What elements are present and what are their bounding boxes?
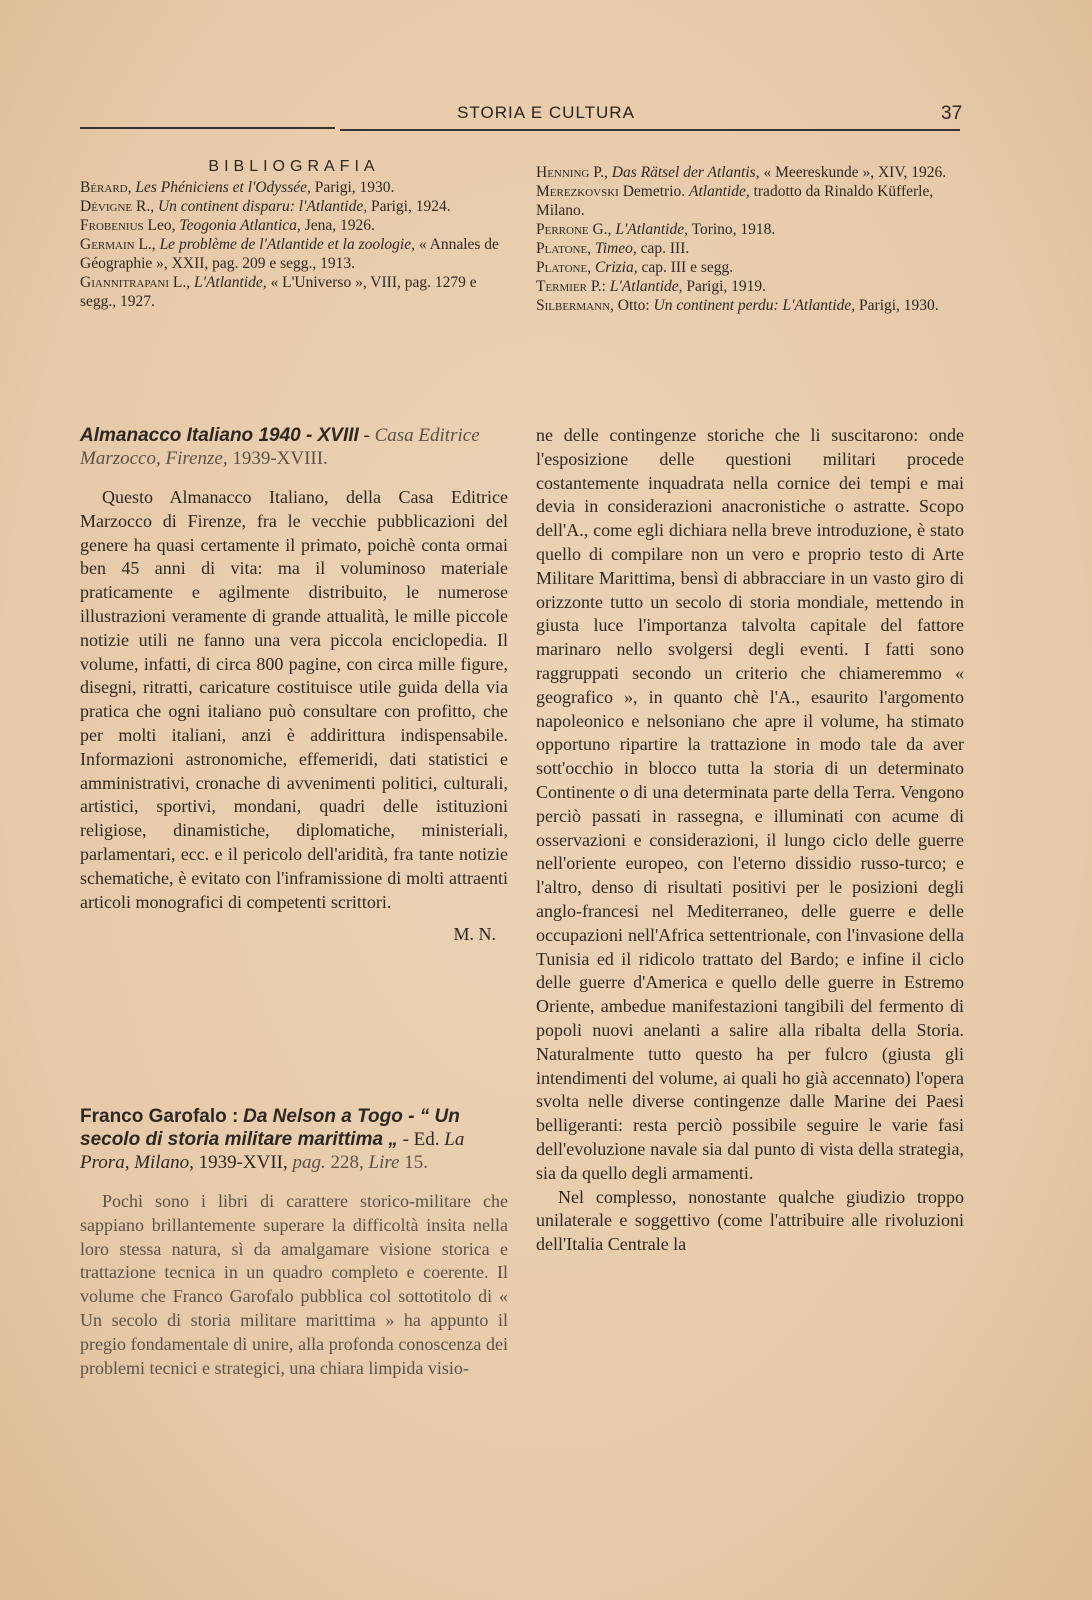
bibliography-entry-author: Termier — [536, 278, 588, 295]
review-almanacco-dash: - — [358, 425, 375, 446]
bibliography-entry-author: Platone, — [536, 240, 592, 257]
bibliography-entry — [536, 163, 964, 182]
bibliography-entry-italic: Un continent disparu: l'Atlantide, — [157, 198, 368, 215]
bibliography-entry-text: L., — [169, 274, 194, 291]
bibliography-entry-rest: « Meereskunde », XIV, 1926. — [759, 164, 947, 181]
review-garofalo-publisher: La Prora, Milano, — [80, 1129, 465, 1173]
review-garofalo-pages-label: pag. — [292, 1152, 326, 1173]
bibliography-entry — [80, 197, 508, 216]
review-almanacco-title: Almanacco Italiano 1940 - XVIII — [80, 425, 359, 446]
bibliography-entry-rest: cap. III. — [636, 240, 690, 257]
bibliography-left-list — [80, 178, 508, 311]
bibliography-entry-rest: cap. III e segg. — [637, 259, 734, 276]
review-garofalo-body-right-paragraph-2: Nel complesso, nonostante qualche giudizio troppo unilaterale e soggettivo (come l'attribuire alle rivoluzioni dell'Italia Centrale la — [536, 1186, 964, 1255]
bibliography-entry — [80, 178, 508, 197]
bibliography-entry-author: Dévigne — [80, 198, 133, 215]
review-garofalo-body-right: ne delle contingenze storiche che li suscitarono: onde l'esposizione delle questioni militari procede costantemente inquadrata nella cornice dei tempi e mai devia in considerazioni anacronistiche o astratte. Scopo dell'A., come egli dichiara nella breve introduzione, è stato quello di compilare non un vero e proprio testo di Arte Militare Marittima, bensì di abbracciare in un vasto giro di orizzonte tutto un secolo di storia mondiale, mettendo in giusta luce l'importanza talvolta capitale del fattore marinaro nello svolgersi degli eventi. I fatti sono raggruppati secondo un criterio che chiameremmo « geografico », in quanto chè l'A., esaurito l'argomento napoleonico e nelsoniano che apre il volume, ha stimato opportuno ripartire la trattazione in modo tale da aver sott'occhio in blocco tutta la storia di un determinato Continente o di una determinata parte della Terra. Vengono perciò passati in rassegna, e illuminati con acume di osservazioni e considerazioni, il lungo ciclo delle guerre nell'oriente europeo, con l'eterno dissidio russo-turco; e l'altro, denso di risultati positivi per le posizioni degli anglo-francesi nel Mediterraneo, delle guerre e delle occupazioni nell'Africa settentrionale, con l'invasione della Tunisia ed il ridicolo trattato del Bardo; e infine il ciclo delle guerre d'America e quello delle guerre in Estremo Oriente, ambedue manifestazioni tangibili del fermento di popoli nuovi anelanti a salire alla ribalta della Storia. Naturalmente tutto questo ha per fulcro (giusta gli intendimenti del volume, ai quali ho già accennato) l'opera svolta nelle diverse contingenze dalle Marine dei Paesi belligeranti: resta perciò possibile seguire le varie fasi dell'evoluzione navale sia dal punto di vista della strategia, sia da quello degli armamenti. — [536, 425, 964, 1183]
bibliography-entry — [536, 296, 964, 315]
bibliography-entry-rest: Jena, 1926. — [300, 217, 375, 234]
bibliography-entry-author: Perrone — [536, 221, 589, 238]
bibliography-right-list — [536, 163, 964, 315]
bibliography-entry-italic: Les Phéniciens et l'Odyssée, — [135, 179, 311, 196]
bibliography-entry-text: G., — [588, 221, 616, 238]
bibliography-entry-author: Giannitrapani — [80, 274, 170, 291]
bibliography-entry-rest: tradotto da Rinaldo Küfferle, Milano. — [536, 183, 934, 219]
bibliography-entry-author: Bérard, — [80, 179, 132, 196]
bibliography-entry-author: Henning — [536, 164, 590, 181]
review-almanacco-body: Questo Almanacco Italiano, della Casa Editrice Marzocco di Firenze, fra le vecchie pubblicazioni del genere ha quasi certamente il primato, poichè conta ormai ben 45 anni di vita: ma il voluminoso materiale praticamente e agilmente distribuito, le numerose illustrazioni veramente di grande attualità, le mille piccole notizie utili ne fanno una vera piccola enciclopedia. Il volume, infatti, di circa 800 pagine, con circa mille figure, disegni, ritratti, caricature costituisce utile guida della via pratica che ogni italiano può consultare con profitto, che per molti italiani, anzi è addirittura indispensabile. Informazioni astronomiche, effemeridi, dati statistici e amministrativi, cronache di avvenimenti politici, culturali, artistici, sportivi, mondani, quadri delle istituzioni religiose, dinamistiche, diplomatiche, ministeriali, parlamentari, ecc. e il pericolo dell'aridità, fra tante notizie schematiche, è evitato con l'inframissione di molti attraenti articoli monografici di competenti scrittori. — [80, 487, 508, 912]
bibliography-entry-text: P.: — [587, 278, 610, 295]
bibliography-entry-rest: Parigi, 1930. — [855, 297, 939, 314]
bibliography-entry-text: Demetrio. — [618, 183, 690, 200]
bibliography-title: BIBLIOGRAFIA — [208, 158, 380, 175]
header-rule-left — [80, 127, 335, 129]
bibliography-entry-author: Frobenius — [80, 217, 144, 234]
bibliography-entry-text: Leo, — [143, 217, 180, 234]
review-almanacco-publisher: Casa Editrice Marzocco, Firenze, — [80, 425, 480, 469]
bibliography-entry-italic: Un continent perdu: L'Atlantide, — [653, 297, 856, 314]
review-garofalo-author: Franco Garofalo : — [80, 1106, 239, 1127]
running-header: STORIA E CULTURA — [457, 103, 635, 122]
review-garofalo-price: 15. — [399, 1152, 428, 1173]
review-garofalo-dash: - Ed. — [397, 1129, 445, 1150]
bibliography-entry-author: Merezkovski — [536, 183, 619, 200]
bibliography-entry-italic: L'Atlantide, — [609, 278, 683, 295]
review-garofalo-price-label: Lire — [368, 1152, 400, 1173]
bibliography-entry — [80, 235, 508, 273]
review-almanacco — [80, 424, 508, 945]
review-garofalo-title: Da Nelson a Togo - “ Un secolo di storia militare marittima „ — [80, 1106, 460, 1150]
bibliography-entry-italic: Das Rätsel der Atlantis, — [611, 164, 760, 181]
review-garofalo — [80, 1105, 508, 1380]
bibliography-entry-italic: Le problème de l'Atlantide et la zoologie, — [159, 236, 415, 253]
bibliography-entry-text: R., — [132, 198, 158, 215]
header-rule-right — [340, 129, 960, 131]
bibliography-left-column — [80, 158, 508, 311]
bibliography-right-column — [536, 163, 964, 315]
review-almanacco-signature: M. N. — [453, 924, 496, 945]
review-garofalo-heading — [80, 1105, 508, 1174]
bibliography-entry-rest: Torino, 1918. — [687, 221, 776, 238]
review-garofalo-year: 1939-XVII, — [193, 1152, 293, 1173]
review-garofalo-body-left: Pochi sono i libri di carattere storico-militare che sappiano brillantemente superare la difficoltà insita nella loro stessa natura, sì da amalgamare visione storica e trattazione tecnica in un quadro completo e coerente. Il volume che Franco Garofalo pubblica col sottotitolo di « Un secolo di storia militare marittima » ha appunto il pregio fondamentale di unire, alla profonda conoscenza dei problemi tecnici e strategici, una chiara limpida visio- — [80, 1191, 508, 1378]
bibliography-entry-author: Germain — [80, 236, 135, 253]
review-garofalo-continued — [536, 424, 964, 1257]
bibliography-entry-italic: Teogonia Atlantica, — [179, 217, 301, 234]
bibliography-entry-italic: Atlantide, — [689, 183, 750, 200]
bibliography-entry-text: Otto: — [613, 297, 654, 314]
bibliography-entry-rest: Parigi, 1930. — [310, 179, 395, 196]
review-almanacco-heading — [80, 424, 508, 470]
bibliography-entry-rest: « Annales de Géographie », XXII, pag. 209 e segg., 1913. — [80, 236, 499, 272]
bibliography-entry-author: Platone, — [536, 259, 592, 276]
bibliography-entry — [536, 220, 964, 239]
bibliography-entry — [536, 258, 964, 277]
bibliography-entry-text: L., — [134, 236, 160, 253]
review-garofalo-pages: 228, — [325, 1152, 369, 1173]
bibliography-entry-italic: L'Atlantide, — [193, 274, 267, 291]
review-almanacco-year: 1939-XVIII. — [227, 448, 328, 469]
bibliography-entry-italic: Crizia, — [594, 259, 638, 276]
bibliography-entry — [80, 216, 508, 235]
bibliography-entry — [536, 277, 964, 296]
bibliography-entry — [80, 273, 508, 311]
page-number: 37 — [941, 103, 963, 124]
bibliography-entry-author: Silbermann, — [536, 297, 614, 314]
bibliography-entry-text: P., — [589, 164, 612, 181]
bibliography-entry-italic: L'Atlantide, — [615, 221, 688, 238]
bibliography-entry-rest: Parigi, 1919. — [682, 278, 767, 295]
bibliography-entry-rest: « L'Universo », VIII, pag. 1279 e segg., 1927. — [80, 274, 477, 310]
bibliography-entry — [536, 239, 964, 258]
bibliography-entry — [536, 182, 964, 220]
bibliography-entry-italic: Timeo, — [594, 240, 637, 257]
bibliography-entry-rest: Parigi, 1924. — [367, 198, 451, 215]
